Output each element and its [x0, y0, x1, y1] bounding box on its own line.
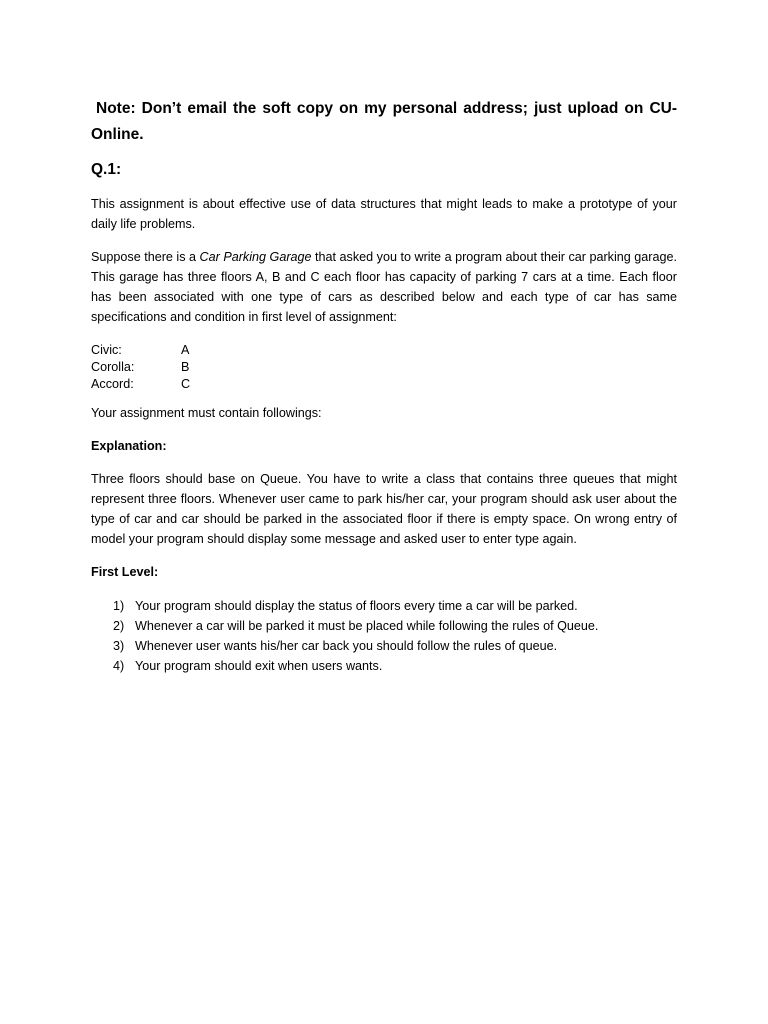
scenario-emphasis: Car Parking Garage — [199, 250, 312, 264]
requirements-intro: Your assignment must contain followings: — [91, 406, 322, 420]
explanation-heading: Explanation: — [91, 439, 167, 453]
car-row — [91, 359, 201, 376]
list-item-number: 4) — [113, 659, 125, 673]
question-heading: Q.1: — [91, 161, 122, 178]
list-item — [113, 596, 598, 616]
car-floor: A — [181, 343, 190, 357]
list-item-text: Whenever user wants his/her car back you should follow the rules of queue. — [135, 639, 558, 653]
list-item-text: Whenever a car will be parked it must be placed while following the rules of Queue. — [135, 619, 599, 633]
scenario-text-after: that asked you to write a program about their car parking garage. This garage has three floors A, B and C each floor has capacity of parking 7 cars at a time. Each floor has been associated with one type of cars as described below and each type of car has same specifications and condition in first level of assignment: — [91, 250, 677, 324]
list-item-number: 2) — [113, 619, 125, 633]
list-item-number: 1) — [113, 599, 125, 613]
explanation-paragraph: Three floors should base on Queue. You have to write a class that contains three queues that might represent three floors. Whenever user came to park his/her car, your program should ask user about the type of car and car should be parked in the associated floor if there is empty space. On wrong entry of model your program should display some message and asked user to enter type again. — [91, 472, 677, 546]
car-name: Civic: — [91, 343, 122, 357]
car-floor: C — [181, 377, 191, 391]
car-name: Corolla: — [91, 360, 135, 374]
list-item — [113, 636, 598, 656]
car-row — [91, 342, 201, 359]
car-name: Accord: — [91, 377, 134, 391]
scenario-text-before: Suppose there is a — [91, 250, 200, 264]
list-item — [113, 616, 598, 636]
first-level-heading: First Level: — [91, 565, 159, 579]
car-floor-list — [91, 342, 201, 393]
list-item — [113, 656, 598, 676]
car-row — [91, 376, 201, 393]
scenario-paragraph — [91, 247, 677, 327]
list-item-text: Your program should display the status of floors every time a car will be parked. — [135, 599, 578, 613]
list-item-text: Your program should exit when users wants. — [135, 659, 383, 673]
intro-paragraph: This assignment is about effective use of data structures that might leads to make a prototype of your daily life problems. — [91, 197, 677, 231]
car-floor: B — [181, 360, 190, 374]
first-level-list — [113, 596, 598, 676]
list-item-number: 3) — [113, 639, 125, 653]
note-heading: Note: Don’t email the soft copy on my personal address; just upload on CU-Online. — [91, 100, 677, 143]
